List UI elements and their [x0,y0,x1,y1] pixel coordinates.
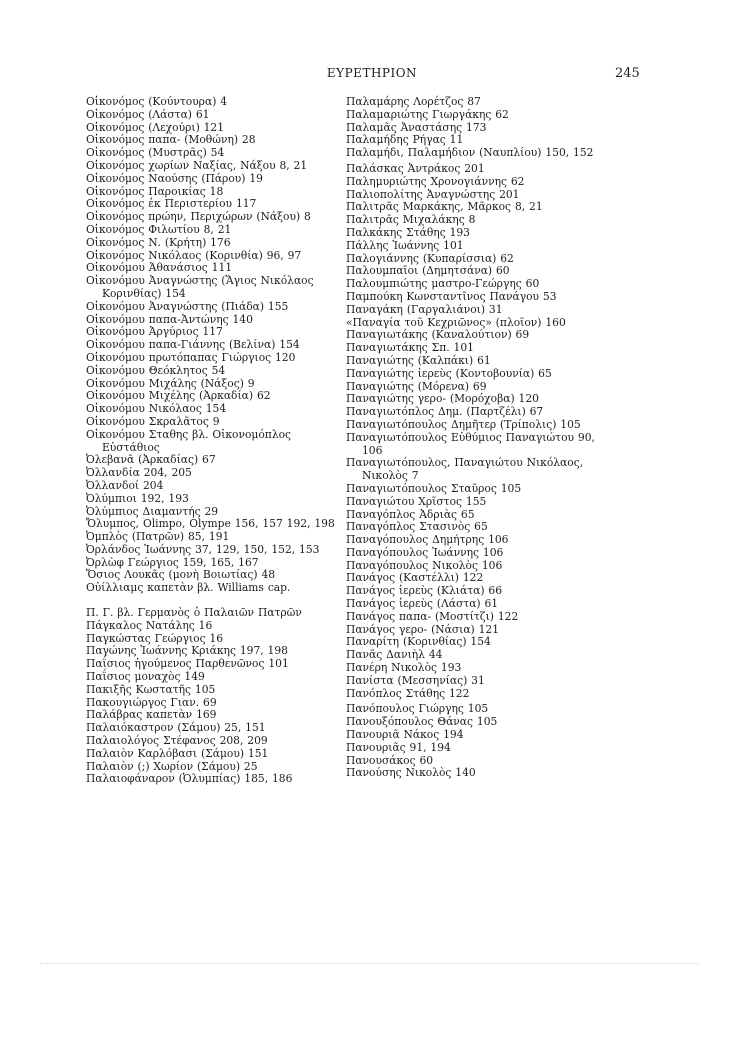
index-entry: «Παναγία τοῦ Κεχριῶνος» (πλοῖον) 160 [346,315,566,329]
index-entry: Οἰκονόμου Νικόλαος 154 [86,402,227,416]
page-header [0,66,744,86]
index-entry: Παλαιολόγος Στέφανος 208, 209 [86,734,268,748]
index-entry: Πανίστα (Μεσσηνίας) 31 [346,673,485,687]
index-entry: Παναγιωτάκης Σπ. 101 [346,341,474,355]
index-entry: Οἰκονόμου πρωτόπαπας Γιώργιος 120 [86,350,296,364]
index-entry: Ὀλύμπιοι 192, 193 [86,491,189,505]
index-entry: Παλαμήδι, Παλαμήδιον (Ναυπλίου) 150, 152 [346,146,594,160]
index-entry: Οἰκονόμου Ἀθανάσιος 111 [86,261,233,275]
index-entry: Ὀλύμπιος Διαμαντής 29 [86,504,219,518]
index-entry: Παΐσιος μοναχὸς 149 [86,670,205,684]
index-column-right [346,96,608,780]
index-entry: Οἰκονόμου παπα-Γιάννης (Βελίνα) 154 [86,338,300,352]
index-entry: Παλκάκης Στάθης 193 [346,225,470,239]
index-entry: Οὐίλλιαμς καπετὰν βλ. Williams cap. [86,581,291,595]
index-entry: Πανουξόπουλος Θάνας 105 [346,715,498,729]
index-entry: Ὄλυμπος, Olimpo, Olympe 156, 157 192, 198 [86,517,335,531]
index-entry: Οἰκονόμος Φιλωτίου 8, 21 [86,222,232,236]
index-entry: Ὅσιος Λουκᾶς (μονὴ Βοιωτίας) 48 [86,568,276,582]
index-entry: Παναγάκη (Γαργαλιάνοι) 31 [346,302,503,316]
index-entry: Οἰκονόμου Θεόκλητος 54 [86,363,226,377]
index-entry: Πανᾶς Δανιὴλ 44 [346,648,443,662]
index-entry: Παναγόπλος Ἀδριὰς 65 [346,507,475,521]
index-entry: Παναγιωτόπουλος, Παναγιώτου Νικόλαος, Νικολὸς 7 [346,456,584,483]
index-entry: Ὀλλανδοί 204 [86,478,164,492]
index-entry: Παναρίτη (Κορινθίας) 154 [346,635,491,649]
index-entry: Οἰκονόμου Σταθης βλ. Οἰκονομόπλος Εὐστάθιος [86,427,292,454]
index-entry: Οἰκονόμου παπα-Ἀντώνης 140 [86,312,253,326]
index-entry: Οἰκονόμου Ἀργύριος 117 [86,325,223,339]
index-column-left [86,96,348,786]
index-entry: Οἰκονόμου Ἀναγνώστης (Ἅγιος Νικόλαος Κορινθίας) 154 [86,274,314,300]
index-entry: Ὀλεβανᾶ (Ἀρκαδίας) 67 [86,453,216,467]
index-entry: Πανάγος γερο- (Νάσια) 121 [346,622,500,636]
index-entry: Οἰκονόμου Μιχέλης (Ἀρκαδία) 62 [86,389,271,403]
index-entry: Πανούσης Νικολὸς 140 [346,766,476,780]
index-entry: Πανέρη Νικολὸς 193 [346,661,462,675]
index-entry: Πανάγος ἱερεὺς (Κλιάτα) 66 [346,584,503,598]
index-entry: Οἰκονόμος Παροικίας 18 [86,184,224,198]
index-entry: Παναγόπλος Στασινὸς 65 [346,520,488,534]
page-number: 245 [615,66,640,81]
running-title: ΕΥΡΕΤΗΡΙΟΝ [326,66,418,80]
index-entry: Οἰκονόμου Ἀναγνώστης (Πιάδα) 155 [86,299,289,313]
index-entry: Οἰκονόμος παπα- (Μοθώνη) 28 [86,133,256,147]
index-entry: Οἰκονόμος Ναούσης (Πάρου) 19 [86,171,263,185]
index-entry: Παλαιὸν (;) Χωρίον (Σάμου) 25 [86,759,258,773]
index-entry: Ὀμπλὸς (Πατρῶν) 85, 191 [86,530,230,544]
index-entry: Παναγιώτης (Καλπάκι) 61 [346,353,491,367]
index-entry: Οἰκονόμου Μιχάλης (Νάξος) 9 [86,376,255,390]
index-entry: Οἰκονόμος Ν. (Κρήτη) 176 [86,235,231,249]
index-entry: Οἰκονόμος χωρίων Ναξίας, Νάξου 8, 21 [86,158,308,172]
index-entry: Πακιξῆς Κωστατῆς 105 [86,682,216,696]
index-entry: Παναγιωτόπουλος Εὐθύμιος Παναγιώτου 90, 106 [346,430,595,457]
index-entry: Παναγιώτου Χρῖστος 155 [346,494,487,508]
index-entry: Παλαιοφάναρον (Ὀλυμπίας) 185, 186 [86,772,293,786]
index-entry: Παναγιώτης ἱερεὺς (Κοντοβουνία) 65 [346,366,552,380]
index-entry: Παναγιωτόπλος Δημ. (Παρτζέλι) 67 [346,405,544,419]
index-entry: Οἰκονόμος (Λάστα) 61 [86,107,210,121]
index-entry: Παλουμπιώτης μαστρο-Γεώργης 60 [346,277,540,291]
index-entry: Παναγιώτης γερο- (Μορόχοβα) 120 [346,392,539,406]
index-entry: Πάλλης Ἰωάννης 101 [346,238,464,252]
index-entry: Παλιοπολίτης Ἀναγνώστης 201 [346,187,520,201]
index-entry: Πανουριᾶ Νάκος 194 [346,728,464,742]
index-entry: Πανόπλος Στάθης 122 [346,686,470,700]
scan-artifact-divider [40,963,700,964]
index-entry: Παλαιὸν Καρλόβασι (Σάμου) 151 [86,746,269,760]
index-entry: Παναγόπουλος Δημήτρης 106 [346,533,509,547]
index-entry: Ὀλλανδία 204, 205 [86,466,192,480]
index-entry: Παγώνης Ἰωάννης Κριάκης 197, 198 [86,644,288,658]
index-entry: Παγκώστας Γεώργιος 16 [86,631,224,645]
index-entry: Παλιτρᾶς Μιχαλάκης 8 [346,213,476,227]
index-entry: Πανουριᾶς 91, 194 [346,740,451,754]
index-entry: Οἰκονόμος (Κούντουρα) 4 [86,95,228,108]
index-entry: Παναγιωτόπουλος Δημῆτερ (Τρίπολις) 105 [346,417,581,431]
index-entry: Παλαμάρης Λορέτζος 87 [346,95,481,108]
index-entry: Πανάγος ἱερεὺς (Λάστα) 61 [346,597,499,611]
index-entry: Παλάσκας Ἀντράκος 201 [346,161,485,175]
index-entry: Παναγιώτης (Μόρενα) 69 [346,379,487,393]
index-entry: Οἰκονόμος (Μυστρᾶς) 54 [86,146,225,160]
index-entry: Ὀρλάνδος Ἰωάννης 37, 129, 150, 152, 153 [86,542,320,556]
index-entry: Ὀρλὼφ Γεώργιος 159, 165, 167 [86,555,259,569]
index-entry: Παναγόπουλος Ἰωάννης 106 [346,545,504,559]
index-entry: Παλαμήδης Ρήγας 11 [346,133,464,147]
index-entry: Οἰκονόμος ἐκ Περιστερίου 117 [86,197,257,211]
index-entry: Παναγιωτάκης (Καναλούτιον) 69 [346,328,530,342]
index-entry: Πανόπουλος Γιώργης 105 [346,702,489,716]
index-entry: Παναγόπουλος Νικολὸς 106 [346,558,503,572]
index-entry: Παλημυριώτης Χρονογιάννης 62 [346,174,525,188]
index-entry: Π. Γ. βλ. Γερμανὸς ὁ Παλαιῶν Πατρῶν [86,606,302,620]
index-entry: Οἰκονόμος πρώην, Περιχώρων (Νάξου) 8 [86,210,311,224]
index-entry: Παλαμᾶς Ἀναστάσης 173 [346,120,487,134]
index-entry: Παΐσιος ἡγούμενος Παρθενῶνος 101 [86,657,289,671]
index-entry: Παλαιόκαστρον (Σάμου) 25, 151 [86,721,266,735]
index-entry: Παλιτρᾶς Μαρκάκης, Μᾶρκος 8, 21 [346,200,543,214]
index-entry: Πανάγος (Καστέλλι) 122 [346,571,484,585]
index-entry: Παλογιάννης (Κυπαρίσσια) 62 [346,251,514,265]
index-entry: Οἰκονόμου Σκραλᾶτος 9 [86,414,220,428]
index-entry: Παλάβρας καπετὰν 169 [86,708,217,722]
index-entry: Παναγιωτόπουλος Σταῦρος 105 [346,481,522,495]
index-entry: Παλουμπαῖοι (Δημητσάνα) 60 [346,264,510,278]
index-entry: Πάγκαλος Νατάλης 16 [86,618,213,632]
index-entry: Πανουσάκος 60 [346,753,434,767]
index-entry: Πανάγος παπα- (Μοστίτζι) 122 [346,609,519,623]
index-entry: Παλαμαριώτης Γιωργάκης 62 [346,107,509,121]
index-entry: Οἰκονόμος (Λεχούρι) 121 [86,120,225,134]
index-entry: Οἰκονόμος Νικόλαος (Κορινθία) 96, 97 [86,248,302,262]
index-entry: Παμπούκη Κωνσταντῖνος Πανάγου 53 [346,289,557,303]
index-entry: Πακουγιώργος Γιαν. 69 [86,695,217,709]
